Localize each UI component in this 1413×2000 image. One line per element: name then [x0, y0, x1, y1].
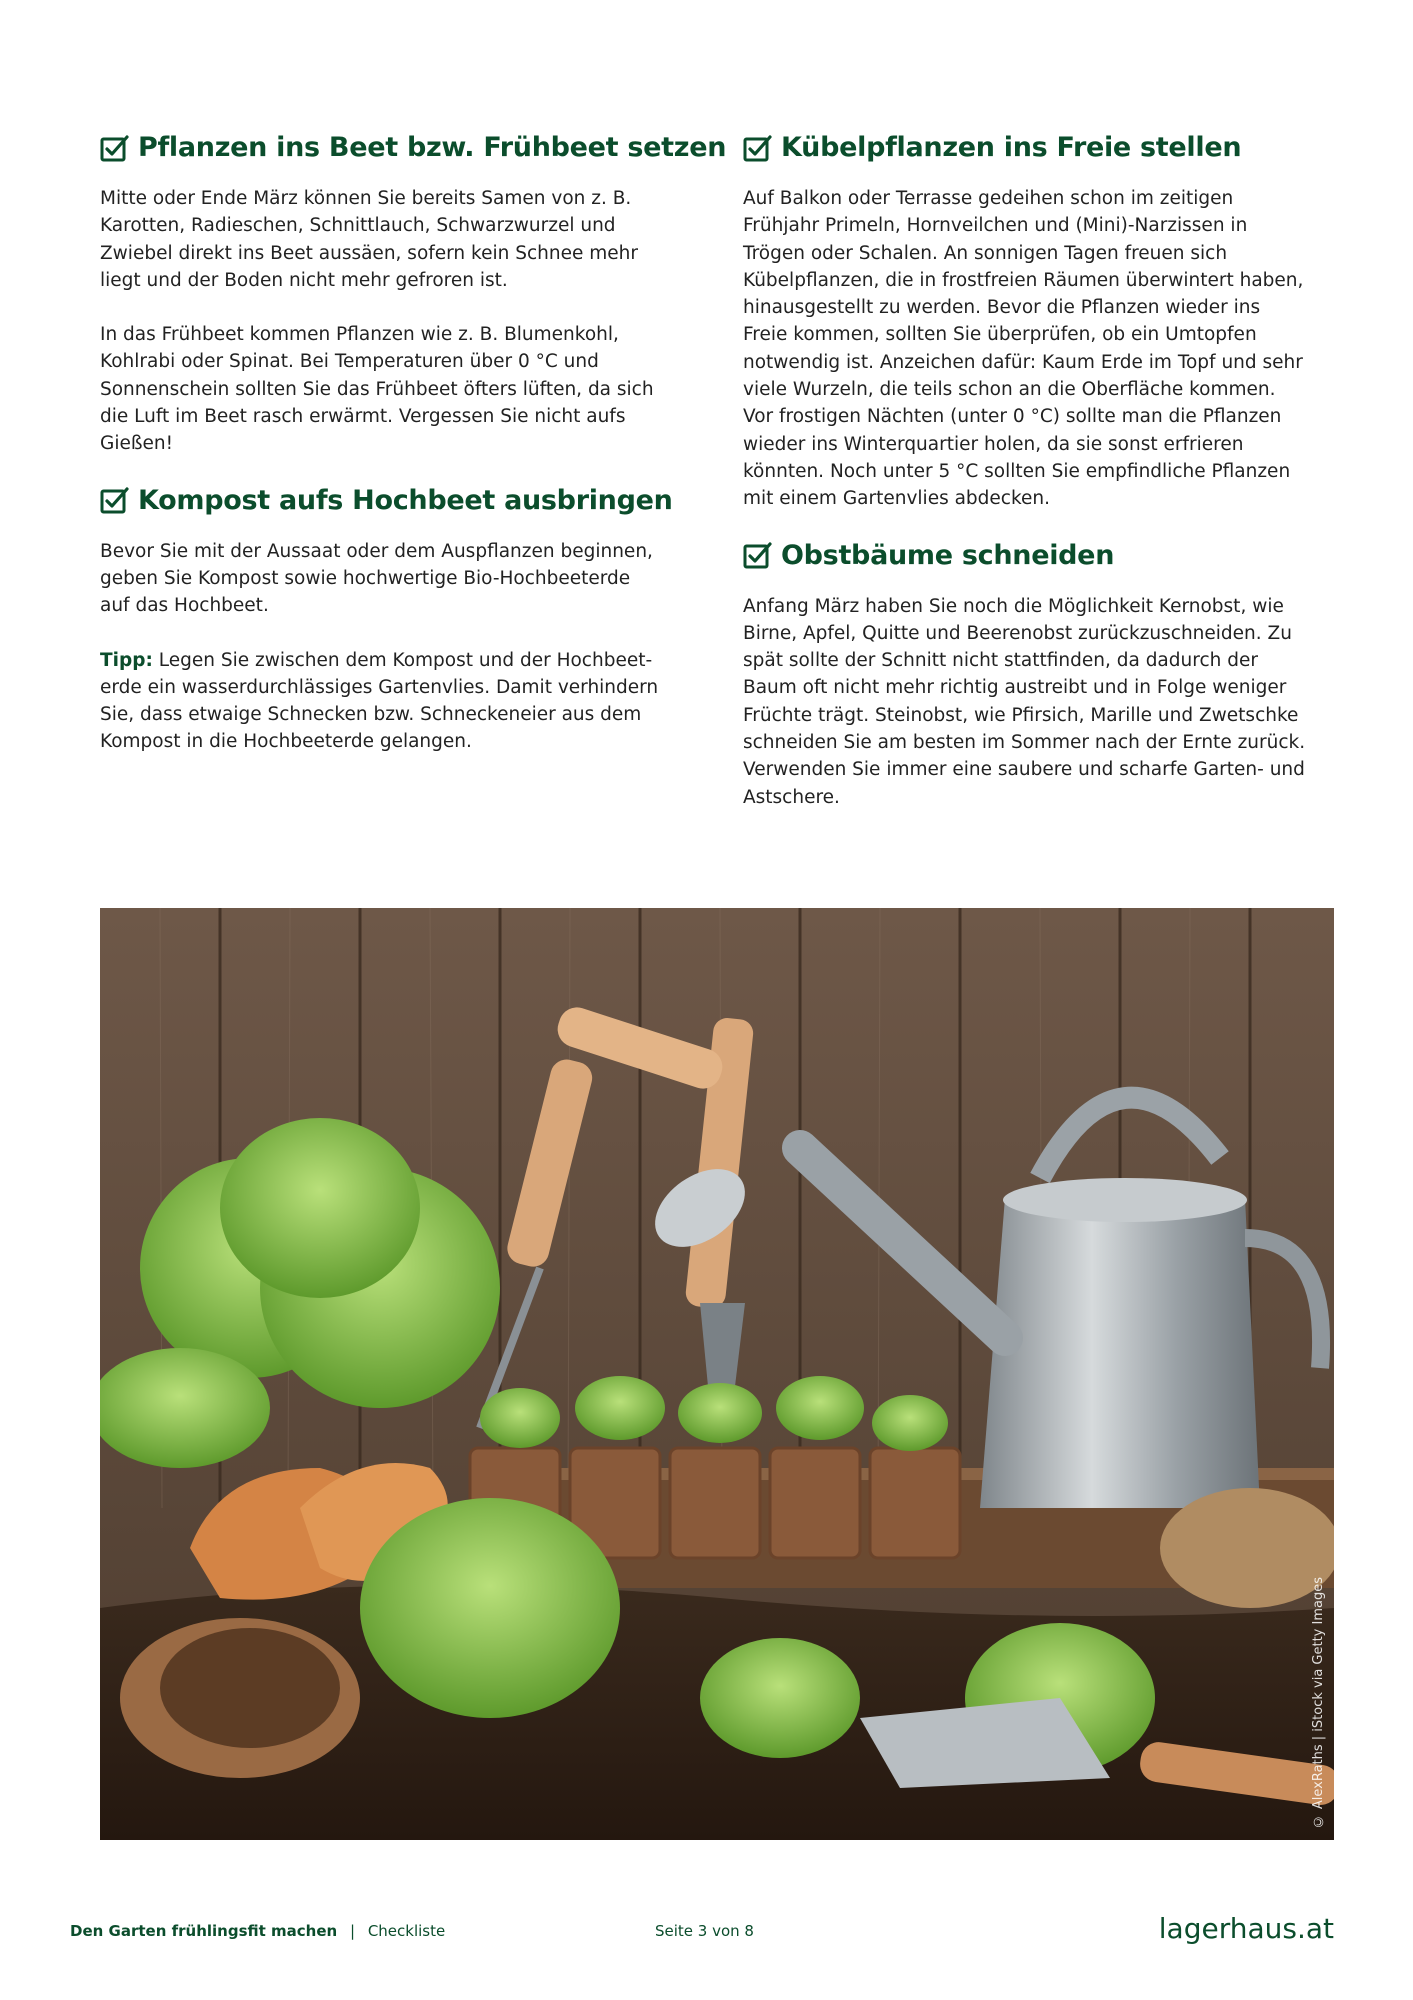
tip-text: Legen Sie zwischen dem Kompost und der Hochbeeterde ein wasserdurchlässiges Gartenvlies. Damit verhindern Sie, dass etwaige Schnecken bzw. Schneckeneier aus dem Kompost in die Hochbeeterde gelangen.: [100, 649, 659, 753]
paragraph: Anfang März haben Sie noch die Möglichkeit Kernobst, wie Birne, Apfel, Quitte und Beerenobst zurückzuschneiden. Zu spät sollte der Schnitt nicht stattfinden, da dadurch der Baum oft nicht mehr richtig austreibt und in Folge weniger Früchte trägt. Steinobst, wie Pfirsich, Marille und Zwetschke schneiden Sie am besten im Sommer nach der Ernte zurück. Verwenden Sie immer eine saubere und scharfe Garten- und Astschere.: [743, 595, 1306, 808]
checkbox-checked-icon: [100, 133, 130, 163]
section-heading: [743, 540, 1308, 571]
garden-photo: [100, 908, 1334, 1840]
page-number: Seite 3 von 8: [655, 1922, 754, 1940]
checkbox-checked-icon: [100, 485, 130, 515]
brand-logo[interactable]: lagerhaus.at: [1158, 1912, 1334, 1945]
heading-text: Kompost aufs Hochbeet ausbringen: [138, 484, 673, 516]
section-heading: [100, 484, 673, 516]
tip-label: Tipp:: [100, 649, 153, 671]
heading-text: Obstbäume schneiden: [781, 539, 1115, 571]
photo-credit: © AlexRaths | iStock via Getty Images: [1311, 1576, 1326, 1828]
tip-paragraph: [100, 647, 665, 756]
footer-subtitle: Checkliste: [367, 1922, 446, 1940]
footer-document-title: [70, 1922, 445, 1940]
section-heading: [100, 132, 727, 163]
section-beet: [100, 132, 727, 458]
section-kuebelpflanzen: [743, 132, 1308, 513]
section-obstbaeume: [743, 540, 1308, 811]
paragraph: Bevor Sie mit der Aussaat oder dem Auspflanzen beginnen, geben Sie Kompost sowie hochwertige Bio-Hochbeeterde auf das Hochbeet.: [100, 540, 653, 617]
checkbox-checked-icon: [743, 133, 773, 163]
checkbox-checked-icon: [743, 540, 773, 570]
heading-text: Kübelpflanzen ins Freie stellen: [781, 132, 1242, 163]
footer-title: Den Garten frühlingsfit machen: [70, 1922, 338, 1940]
paragraph: In das Frühbeet kommen Pflanzen wie z. B. Blumenkohl, Kohlrabi oder Spinat. Bei Temperaturen über 0 °C und Sonnenschein sollten Sie das Frühbeet öfters lüften, da sich die Luft im Beet rasch erwärmt. Vergessen Sie nicht aufs Gießen!: [100, 324, 654, 455]
paragraph: Mitte oder Ende März können Sie bereits Samen von z. B. Karotten, Radieschen, Schnittlauch, Schwarzwurzel und Zwiebel direkt ins Beet aussäen, sofern kein Schnee mehr liegt und der Boden nicht mehr gefroren ist.: [100, 188, 638, 291]
garden-illustration: [100, 908, 1334, 1840]
section-heading: [743, 132, 1308, 163]
footer-separator: |: [349, 1922, 356, 1940]
paragraph: Auf Balkon oder Terrasse gedeihen schon im zeitigen Frühjahr Primeln, Hornveilchen und (Mini)-Narzissen in Trögen oder Schalen. An sonnigen Tagen freuen sich Kübelpflanzen, die in frostfreien Räumen überwintert haben, hinausgestellt zu werden. Bevor die Pflanzen wieder ins Freie kommen, sollten Sie überprüfen, ob ein Umtopfen notwendig ist. Anzeichen dafür: Kaum Erde im Topf und sehr viele Wurzeln, die teils schon an die Oberfläche kommen. Vor frostigen Nächten (unter 0 °C) sollte man die Pflanzen wieder ins Winterquartier holen, da sie sonst erfrieren könnten. Noch unter 5 °C sollten Sie empfindliche Pflanzen mit einem Gartenvlies abdecken.: [743, 188, 1304, 510]
heading-text: Pflanzen ins Beet bzw. Frühbeet setzen: [138, 132, 727, 163]
section-kompost: [100, 484, 673, 756]
page-footer: [70, 1910, 1334, 1950]
left-column: [100, 132, 727, 783]
right-column: [743, 132, 1308, 838]
